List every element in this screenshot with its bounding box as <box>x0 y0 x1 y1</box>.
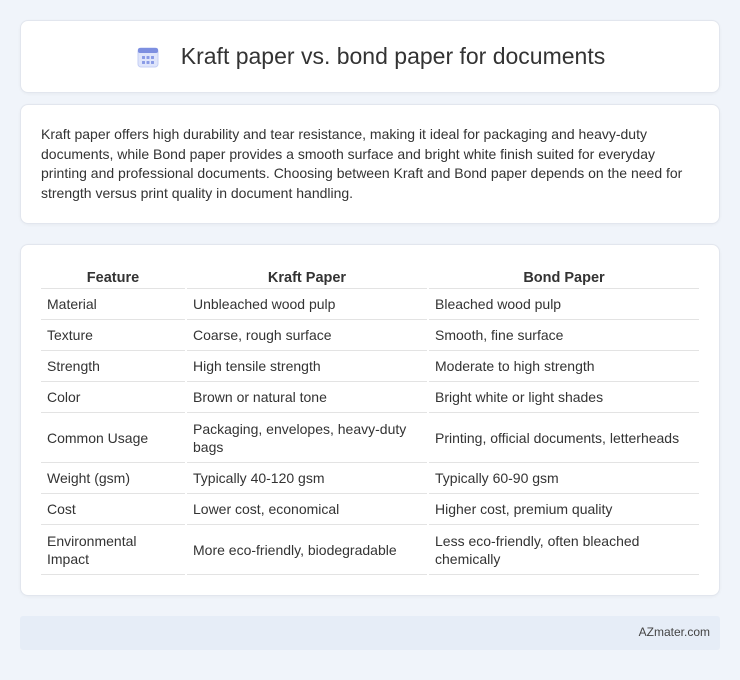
kraft-cell: High tensile strength <box>187 351 427 382</box>
summary-text: Kraft paper offers high durability and tear resistance, making it ideal for packaging and heavy-duty documents, while Bond paper provides a smooth surface and bright white finish suited for everyday printing and professional documents. Choosing between Kraft and Bond paper depends on the need for strength versus print quality in document handling. <box>41 126 683 201</box>
comparison-table-card <box>20 244 720 596</box>
feature-cell: Color <box>41 382 185 413</box>
page-title: Kraft paper vs. bond paper for documents <box>180 43 606 69</box>
title-card <box>20 20 720 93</box>
table-row <box>41 289 699 320</box>
table-header-row <box>41 267 699 289</box>
bond-cell: Smooth, fine surface <box>429 320 699 351</box>
feature-cell: Material <box>41 289 185 320</box>
column-header-bond: Bond Paper <box>429 267 699 289</box>
kraft-cell: More eco-friendly, biodegradable <box>187 525 427 575</box>
bond-cell: Moderate to high strength <box>429 351 699 382</box>
comparison-table <box>39 267 701 575</box>
feature-cell: Strength <box>41 351 185 382</box>
kraft-cell: Brown or natural tone <box>187 382 427 413</box>
summary-card <box>20 104 720 224</box>
kraft-cell: Coarse, rough surface <box>187 320 427 351</box>
kraft-cell: Typically 40-120 gsm <box>187 463 427 494</box>
bond-cell: Printing, official documents, letterheads <box>429 413 699 463</box>
table-row <box>41 525 699 575</box>
feature-cell: Weight (gsm) <box>41 463 185 494</box>
table-row <box>41 463 699 494</box>
table-row <box>41 494 699 525</box>
feature-cell: Common Usage <box>41 413 185 463</box>
calendar-icon <box>135 44 161 70</box>
table-row <box>41 351 699 382</box>
table-row <box>41 320 699 351</box>
bond-cell: Typically 60-90 gsm <box>429 463 699 494</box>
footer-brand-link[interactable]: AZmater.com <box>638 625 710 639</box>
kraft-cell: Unbleached wood pulp <box>187 289 427 320</box>
kraft-cell: Lower cost, economical <box>187 494 427 525</box>
column-header-feature: Feature <box>41 267 185 289</box>
bond-cell: Bright white or light shades <box>429 382 699 413</box>
column-header-kraft: Kraft Paper <box>187 267 427 289</box>
feature-cell: Environmental Impact <box>41 525 185 575</box>
bond-cell: Less eco-friendly, often bleached chemically <box>429 525 699 575</box>
table-row <box>41 382 699 413</box>
bond-cell: Higher cost, premium quality <box>429 494 699 525</box>
table-row <box>41 413 699 463</box>
footer-bar <box>20 616 720 650</box>
kraft-cell: Packaging, envelopes, heavy-duty bags <box>187 413 427 463</box>
feature-cell: Texture <box>41 320 185 351</box>
bond-cell: Bleached wood pulp <box>429 289 699 320</box>
feature-cell: Cost <box>41 494 185 525</box>
